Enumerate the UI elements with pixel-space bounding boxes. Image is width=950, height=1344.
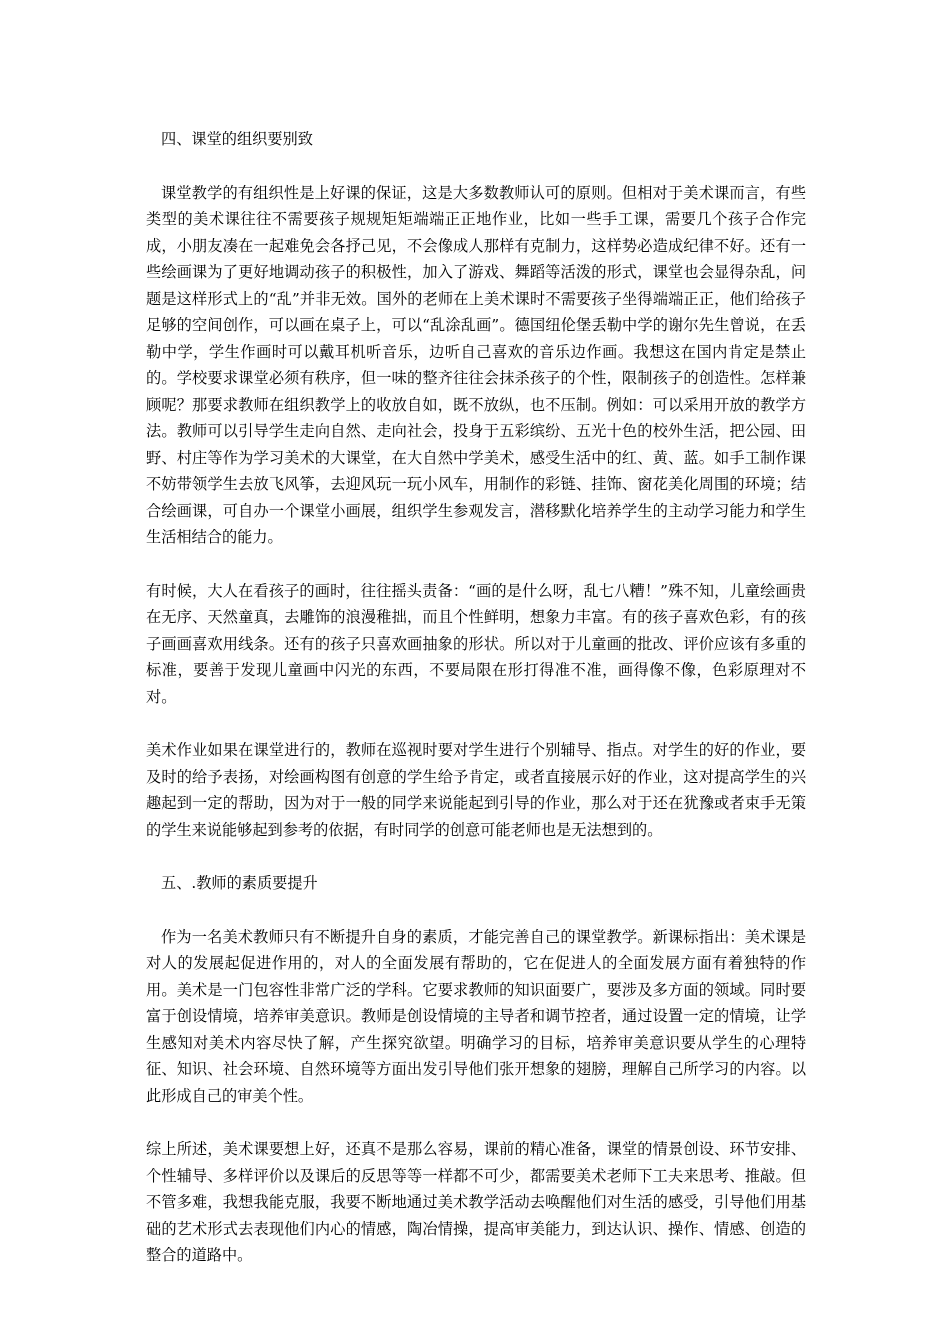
paragraph-teacher-quality: 作为一名美术教师只有不断提升自身的素质，才能完善自己的课堂教学。新课标指出：美术课是对人的发展起促进作用的，对人的全面发展有帮助的，它在促进人的全面发展方面有着独特的作用。美术是一门包容性非常广泛的学科。它要求教师的知识面要广，要涉及多方面的领域。同时要富于创设情境，培养审美意识。教师是创设情境的主导者和调节控者，通过设置一定的情境，让学生感知对美术内容尽快了解，产生探究欲望。明确学习的目标，培养审美意识要从学生的心理特征、知识、社会环境、自然环境等方面出发引导他们张开想象的翅膀，理解自己所学习的内容。以此形成自己的审美个性。 [146,927,806,1105]
paragraph-conclusion: 综上所述，美术课要想上好，还真不是那么容易，课前的精心准备，课堂的情景创设、环节安排、个性辅导、多样评价以及课后的反思等等一样都不可少，都需要美术老师下工夫来思考、推敲。但不管多难，我想我能克服，我要不断地通过美术教学活动去唤醒他们对生活的感受，引导他们用基础的艺术形式去表现他们内心的情感，陶冶情操，提高审美能力，到达认识、操作、情感、创造的整合的道路中。 [146,1140,806,1264]
document-body [146,126,806,1296]
paragraph-homework-guidance: 美术作业如果在课堂进行的，教师在巡视时要对学生进行个别辅导、指点。对学生的好的作业，要及时的给予表扬，对绘画构图有创意的学生给予肯定，或者直接展示好的作业，这对提高学生的兴趣起到一定的帮助，因为对于一般的同学来说能起到引导的作业，那么对于还在犹豫或者束手无策的学生来说能够起到参考的依据，有时同学的创意可能老师也是无法想到的。 [146,741,806,839]
section-heading-4: 四、课堂的组织要别致 [161,130,313,148]
paragraph-classroom-organization: 课堂教学的有组织性是上好课的保证，这是大多数教师认可的原则。但相对于美术课而言，有些类型的美术课往往不需要孩子规规矩矩端端正正地作业，比如一些手工课，需要几个孩子合作完成，小朋友凑在一起难免会各抒己见，不会像成人那样有克制力，这样势必造成纪律不好。还有一些绘画课为了更好地调动孩子的积极性，加入了游戏、舞蹈等活泼的形式，课堂也会显得杂乱，问题是这样形式上的“乱”并非无效。国外的老师在上美术课时不需要孩子坐得端端正正，他们给孩子足够的空间创作，可以画在桌子上，可以“乱涂乱画”。德国纽伦堡丢勒中学的谢尔先生曾说，在丢勒中学，学生作画时可以戴耳机听音乐，边听自己喜欢的音乐边作画。我想这在国内肯定是禁止的。学校要求课堂必须有秩序，但一味的整齐往往会抹杀孩子的个性，限制孩子的创造性。怎样兼顾呢？那要求教师在组织教学上的收放自如，既不放纵，也不压制。例如：可以采用开放的教学方法。教师可以引导学生走向自然、走向社会，投身于五彩缤纷、五光十色的校外生活，把公园、田野、村庄等作为学习美术的大课堂，在大自然中学美术，感受生活中的红、黄、蓝。如手工制作课不妨带领学生去放飞风筝，去迎风玩一玩小风车，用制作的彩链、挂饰、窗花美化周围的环境；结合绘画课，可自办一个课堂小画展，组织学生参观发言，潜移默化培养学生的主动学习能力和学生生活相结合的能力。 [146,183,806,546]
section-heading-5: 五、.教师的素质要提升 [161,874,318,892]
paragraph-children-drawing: 有时候，大人在看孩子的画时，往往摇头责备：“画的是什么呀，乱七八糟！”殊不知，儿童绘画贵在无序、天然童真，去雕饰的浪漫稚拙，而且个性鲜明，想象力丰富。有的孩子喜欢色彩，有的孩子画画喜欢用线条。还有的孩子只喜欢画抽象的形状。所以对于儿童画的批改、评价应该有多重的标准，要善于发现儿童画中闪光的东西，不要局限在形打得准不准，画得像不像，色彩原理对不对。 [146,581,806,706]
